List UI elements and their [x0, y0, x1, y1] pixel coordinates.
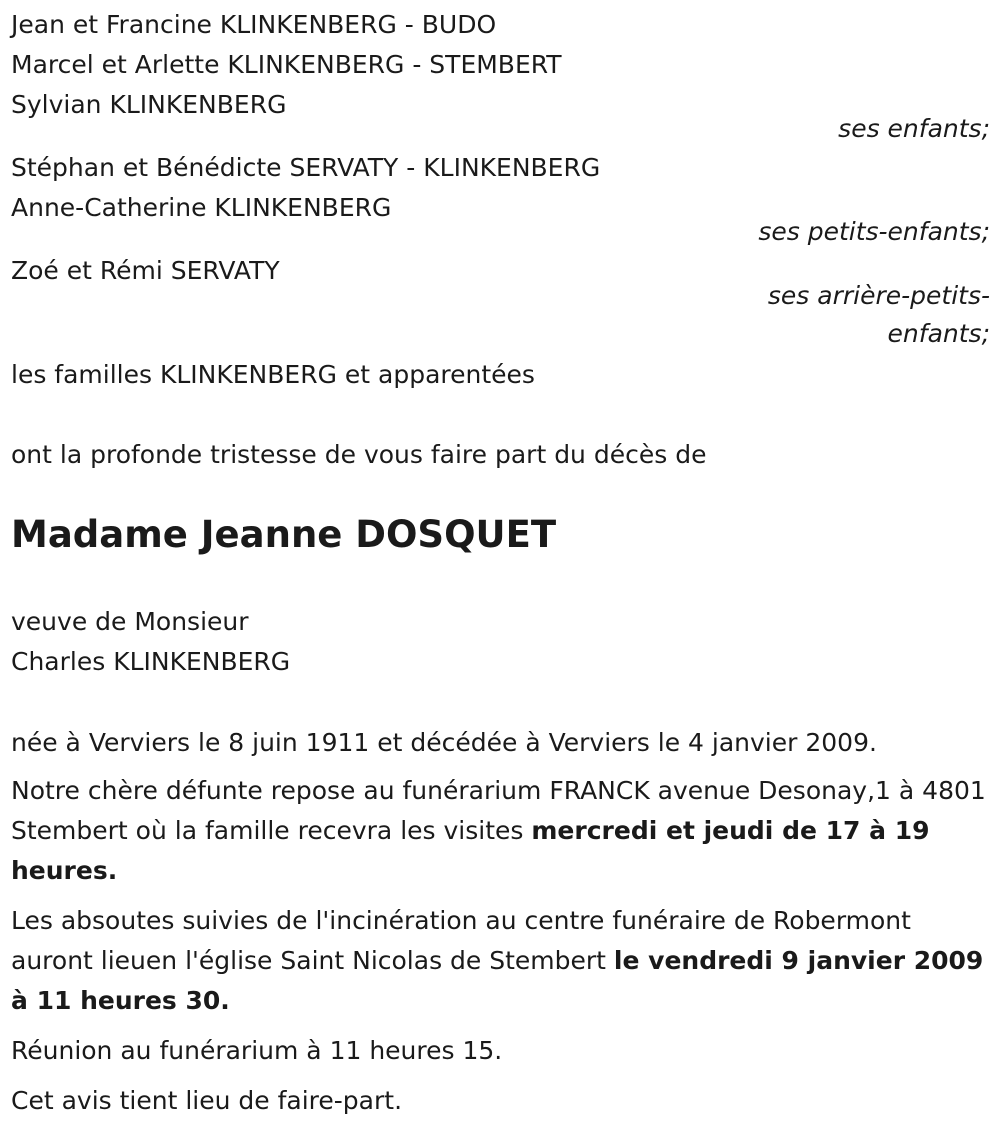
family-line: Marcel et Arlette KLINKENBERG - STEMBERT — [11, 50, 562, 79]
widow-line: veuve de Monsieur — [11, 607, 249, 636]
meeting-line: Réunion au funérarium à 11 heures 15. — [11, 1036, 503, 1065]
rest-paragraph: Notre chère défunte repose au funérarium FRANCK avenue Desonay,1 à 4801 Stembert où la famille recevra les visites mercredi et jeudi de 17 à 19 heures. — [11, 776, 986, 885]
family-line: Jean et Francine KLINKENBERG - BUDO — [11, 10, 497, 39]
family-line: Sylvian KLINKENBERG — [11, 90, 287, 119]
birth-death-line: née à Verviers le 8 juin 1911 et décédée à Verviers le 4 janvier 2009. — [11, 728, 877, 757]
family-line: Stéphan et Bénédicte SERVATY - KLINKENBERG — [11, 153, 601, 182]
widow-line: Charles KLINKENBERG — [11, 647, 291, 676]
relation-label: ses arrière-petits- — [767, 281, 990, 310]
notice-line: Cet avis tient lieu de faire-part. — [11, 1086, 403, 1115]
family-line: Anne-Catherine KLINKENBERG — [11, 193, 392, 222]
family-line: Zoé et Rémi SERVATY — [11, 256, 280, 285]
families-line: les familles KLINKENBERG et apparentées — [11, 360, 535, 389]
announcement-text: ont la profonde tristesse de vous faire part du décès de — [11, 440, 707, 469]
relation-label: ses enfants; — [838, 114, 990, 143]
relation-label: ses petits-enfants; — [758, 217, 990, 246]
ceremony-date: le vendredi 9 janvier 2009 à 11 heures 30. — [11, 946, 984, 1015]
visitation-hours: mercredi et jeudi de 17 à 19 heures. — [11, 816, 930, 885]
relation-label: enfants; — [887, 319, 990, 348]
deceased-name: Madame Jeanne DOSQUET — [11, 513, 557, 556]
ceremony-paragraph: Les absoutes suivies de l'incinération au centre funéraire de Robermont auront lieuen l'église Saint Nicolas de Stembert le vendredi 9 janvier 2009 à 11 heures 30. — [11, 906, 984, 1015]
